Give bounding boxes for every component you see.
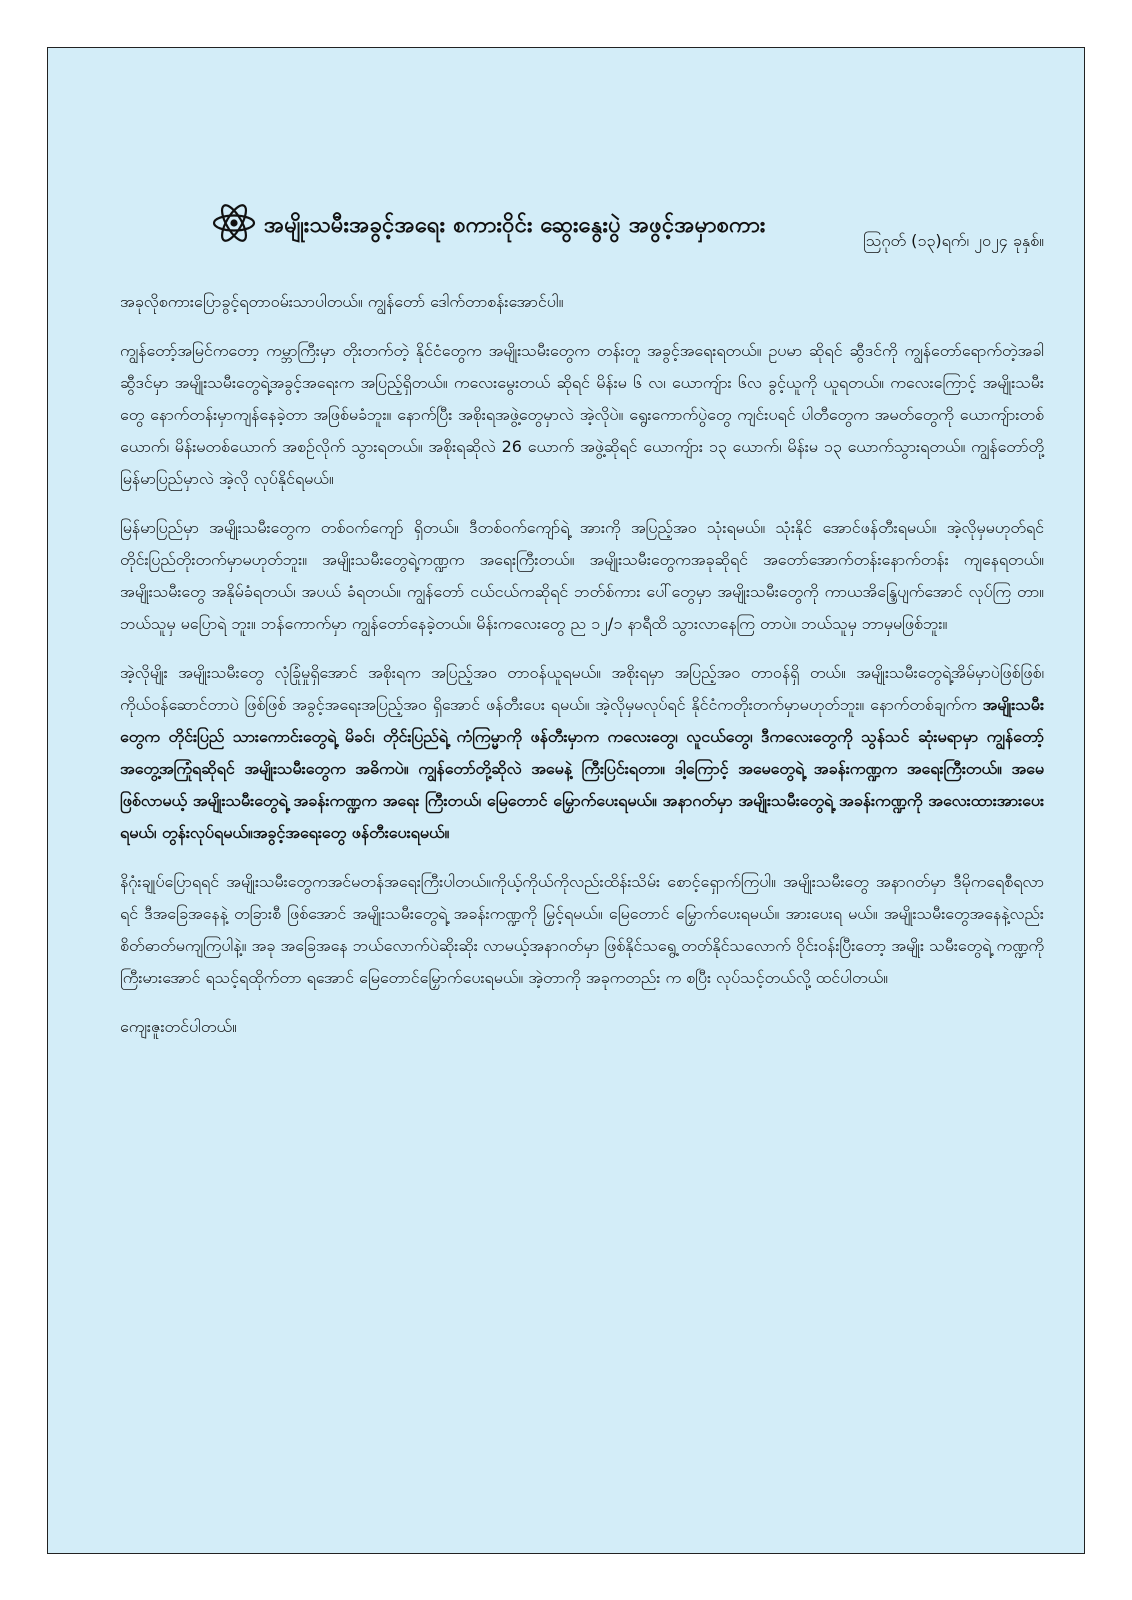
paragraph-sweden-example: ကျွန်တော့်အမြင်ကတော့ ကမ္ဘာကြီးမှာ တိုးတက်တဲ့ နိုင်ငံတွေက အမျိုးသမီးတွေက တန်းတူ အခွင့်အရေးရတယ်။ ဥပမာ ဆိုရင် ဆွီဒင်ကို ကျွန်တော်ရောက်တဲ့အခါ ဆွီဒင်မှာ အမျိုးသမီးတွေရဲ့အခွင့်အရေးက အပြည့်ရှိတယ်။ ကလေးမွေးတယ် ဆိုရင် မိန်းမ ၆ လ၊ ယောကျ်ား ၆လ ခွင့်ယူကို ယူရတယ်။ ကလေးကြောင့် အမျိုးသမီးတွေ နောက်တန်းမှာကျန်နေခဲ့တာ အဖြစ်မခံဘူး။ နောက်ပြီး အစိုးရအဖွဲ့တွေမှာလဲ အဲ့လိုပဲ။ ရွေးကောက်ပွဲတွေ ကျင်းပရင် ပါတီတွေက အမတ်တွေကို ယောကျ်ားတစ်ယောက်၊ မိန်းမတစ်ယောက် အစဉ်လိုက် သွားရတယ်။ အစိုးရဆိုလဲ 26 ယောက် အဖွဲ့ဆိုရင် ယောကျ်ား ၁၃ ယောက်၊ မိန်းမ ၁၃ ယောက်သွားရတယ်။ ကျွန်တော်တို့ မြန်မာပြည်မှာလဲ အဲ့လို လုပ်နိုင်ရမယ်။ [120, 341, 1045, 488]
paragraph-government-responsibility [120, 657, 1044, 849]
page-title: အမျိုးသမီးအခွင့်အရေး စကားဝိုင်း ဆွေးနွေးပွဲ အဖွင့်အမှာစကား [264, 213, 766, 238]
atom-icon [211, 200, 257, 246]
paragraph-thanks: ကျေးဇူးတင်ပါတယ်။ [120, 1017, 237, 1036]
document-page [47, 47, 1085, 1554]
paragraph-conclusion: နိဂုံးချုပ်ပြောရရင် အမျိုးသမီးတွေကအင်မတန်အရေးကြီးပါတယ်။ကိုယ့်ကိုယ်ကိုလည်းထိန်းသိမ်း စောင့်ရှောက်ကြပါ။ အမျိုးသမီးတွေ အနာဂတ်မှာ ဒီမိုကရေစီရလာရင် ဒီအခြေအနေနဲ့ တခြားစီ ဖြစ်အောင် အမျိုးသမီးတွေရဲ့ အခန်းကဏ္ဍကို မြှင့်ရမယ်။ မြေတောင် မြှောက်ပေးရမယ်။ အားပေးရ မယ်။ အမျိုးသမီးတွေအနေနဲ့လည်း စိတ်ဓာတ်မကျကြပါနဲ့။ အခု အခြေအနေ ဘယ်လောက်ပဲဆိုးဆိုး လာမယ့်အနာဂတ်မှာ ဖြစ်နိုင်သရွေ့ တတ်နိုင်သလောက် ဝိုင်းဝန်းပြီးတော့ အမျိုး သမီးတွေရဲ့ ကဏ္ဍကို ကြီးမားအောင် ရသင့်ရထိုက်တာ ရအောင် မြေတောင်မြှောက်ပေးရမယ်။ အဲ့တာကို အခုကတည်း က စပြီး လုပ်သင့်တယ်လို့ ထင်ပါတယ်။ [120, 872, 1044, 987]
document-date: ဩဂုတ် (၁၃)ရက်၊ ၂၀၂၄ ခုနှစ်။ [863, 231, 1044, 250]
paragraph-text: အဲ့လိုမျိုး အမျိုးသမီးတွေ လုံခြုံမှုရှိအောင် အစိုးရက အပြည့်အဝ တာဝန်ယူရမယ်။ အစိုးရမှာ အပြည့်အဝ တာဝန်ရှိ တယ်။ အမျိုးသမီးတွေရဲ့အိမ်မှာပဲဖြစ်ဖြစ်၊ ကိုယ်ဝန်ဆောင်တာပဲ ဖြစ်ဖြစ် အခွင့်အရေးအပြည့်အဝ ရှိအောင် ဖန်တီးပေး ရမယ်။ အဲ့လိုမှမလုပ်ရင် နိုင်ငံကတိုးတက်မှာမဟုတ်ဘူး။ နောက်တစ်ချက်က [120, 663, 1044, 714]
document-body [120, 286, 1044, 1060]
paragraph-myanmar-women: မြန်မာပြည်မှာ အမျိုးသမီးတွေက တစ်ဝက်ကျော် ရှိတယ်။ ဒီတစ်ဝက်ကျော်ရဲ့ အားကို အပြည့်အဝ သုံးရမယ်။ သုံးနိုင် အောင်ဖန်တီးရမယ်။ အဲ့လိုမှမဟုတ်ရင်တိုင်းပြည်တိုးတက်မှာမဟုတ်ဘူး။ အမျိုးသမီးတွေရဲ့ကဏ္ဍက အရေးကြီးတယ်။ အမျိုးသမီးတွေကအခုဆိုရင် အတော်အောက်တန်းနောက်တန်း ကျနေရတယ်။ အမျိုးသမီးတွေ အနိုမ်ခံရတယ်၊ အပယ် ခံရတယ်။ ကျွန်တော် ငယ်ငယ်ကဆိုရင် ဘတ်စ်ကား ပေါ်တွေမှာ အမျိုးသမီးတွေကို ကာယအိန္ဒြေပျက်အောင် လုပ်ကြ တာ။ ဘယ်သူမှ မပြောရဲ ဘူး။ ဘန်ကောက်မှာ ကျွန်တော်နေခဲ့တယ်။ မိန်းကလေးတွေ ည ၁၂/၁ နာရီထိ သွားလာနေကြ တာပဲ။ ဘယ်သူမှ ဘာမှမဖြစ်ဘူး။ [120, 518, 1044, 633]
paragraph-bold-text: အမျိုးသမီးတွေက တိုင်းပြည် သားကောင်းတွေရဲ့ မိခင်၊ တိုင်းပြည်ရဲ့ ကံကြမ္မာကို ဖန်တီးမှာက ကလေးတွေ၊ လူငယ်တွေ၊ ဒီကလေးတွေကို သွန်သင် ဆုံးမရာမှာ ကျွန်တော့် အတွေ့အကြုံရဆိုရင် အမျိုးသမီးတွေက အဓိကပဲ။ ကျွန်တော်တို့ဆိုလဲ အမေနဲ့ ကြီးပြင်းရတာ။ ဒါ့ကြောင့် အမေတွေရဲ့ အခန်းကဏ္ဍက အရေးကြီးတယ်။ အမေဖြစ်လာမယ့် အမျိုးသမီးတွေရဲ့ အခန်းကဏ္ဍက အရေး ကြီးတယ်၊ မြေတောင် မြှောက်ပေးရမယ်။ အနာဂတ်မှာ အမျိုးသမီးတွေရဲ့ အခန်းကဏ္ဍကို အလေးထားအားပေးရမယ်၊ တွန်းလုပ်ရမယ်။အခွင့်အရေးတွေ ဖန်တီးပေးရမယ်။ [120, 695, 1045, 842]
paragraph-greeting: အခုလိုစကားပြောခွင့်ရတာဝမ်းသာပါတယ်။ ကျွန်တော် ဒေါက်တာစန်းအောင်ပါ။ [120, 292, 564, 311]
